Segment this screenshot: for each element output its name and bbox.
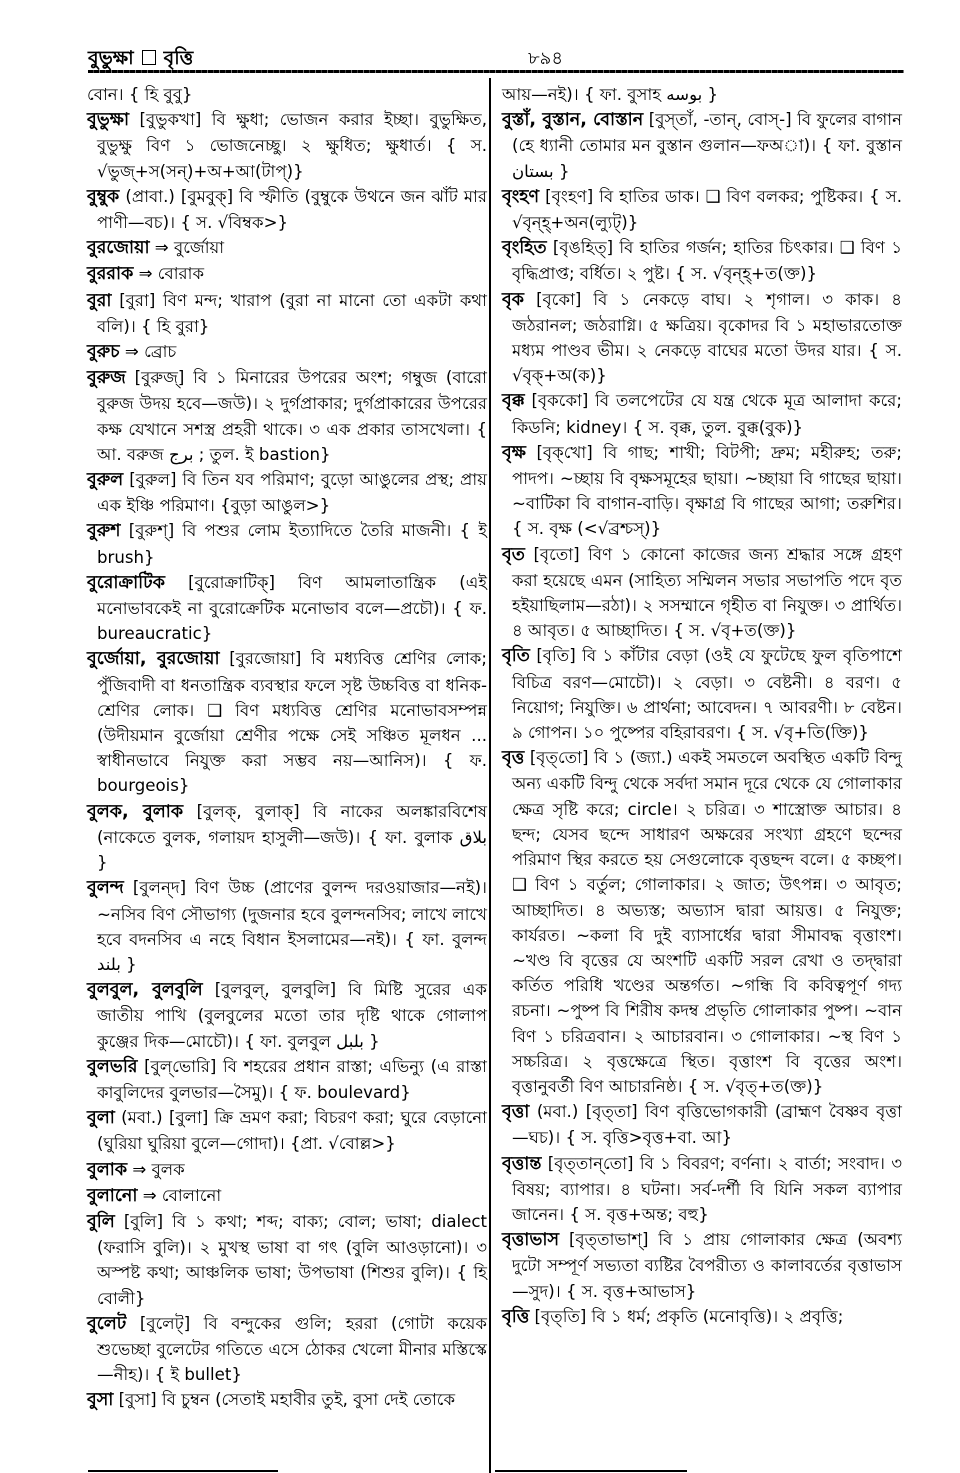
dictionary-entry: [87, 365, 487, 467]
entry-headword: বৃংহিত: [502, 238, 547, 259]
dictionary-entry: [502, 643, 902, 745]
entry-definition: [বুস্‌তাঁ, -তান্‌, বোস্‌-] বি ফুলের বাগান (হে ধ্যানী তোমার মন বুস্তান গুলান—ফঅা)। { ফা. বুস্তান بستان }: [512, 110, 903, 181]
dictionary-entry: [87, 1311, 487, 1388]
entry-headword: বুস্তাঁ, বুস্তান, বোস্তান: [502, 110, 644, 131]
entry-headword: বুরুচ: [87, 342, 120, 363]
entry-definition: [বুলন্‌দ] বিণ উচ্চ (প্রাণের বুলন্দ দরওয়াজার—নই)। ~নসিব বিণ সৌভাগ্য (দুজনার হবে বুলন্দনসিব; লাখে লাখে হবে বদনসিব এ নহে বিধান ইসলামের—নই)। { ফা. বুলন্দ بلند }: [97, 878, 487, 974]
bottom-rule-left: [88, 1470, 278, 1472]
entry-definition: [বৃত্‌তো] বি ১ (জ্যা.) একই সমতলে অবস্থিত একটি বিন্দু অন্য একটি বিন্দু থেকে সর্বদা সমান দূরে থেকে যে গোলাকার ক্ষেত্র সৃষ্টি করে; circle। ২ চরিত্র। ৩ শাস্ত্রোক্ত আচার। ৪ ছন্দ; যেসব ছন্দে সাধারণ অক্ষরের সংখ্যা গ্রহণে ছন্দের পরিমাণ স্থির করতে হয় সেগুলোকে বৃত্তছন্দ বলে। ৫ কচ্ছপ। ❑ বিণ ১ বর্তুল; গোলাকার। ২ জাত; উৎপন্ন। ৩ আবৃত; আচ্ছাদিত। ৪ অভ্যস্ত; অভ্যাস দ্বারা আয়ত্ত। ৫ নিযুক্ত; কার্যরত। ~কলা বি দুই ব্যাসার্ধের দ্বারা সীমাবদ্ধ বৃত্তাংশ। ~খণ্ড বি বৃত্তের যে অংশটি একটি সরল রেখা ও তদ্দ্বারা কর্তিত পরিধি খণ্ডের অন্তর্গত। ~গন্ধি বি কবিত্বপূর্ণ গদ্য রচনা। ~পুষ্প বি শিরীষ কদম্ব প্রভৃতি গোলাকার পুষ্প। ~বান বিণ ১ চরিত্রবান। ২ আচারবান। ৩ গোলাকার। ~স্থ বিণ ১ সচ্চরিত্র। ২ বৃত্তক্ষেত্রে স্থিত। বৃত্তাংশ বি বৃত্তের অংশ। বৃত্তানুবর্তী বিণ আচারনিষ্ঠ। { স. √বৃত্‌+ত(ক্ত)}: [512, 748, 902, 1096]
entry-headword: বুরুল: [87, 470, 124, 491]
entry-definition: [বুরা] বিণ মন্দ; খারাপ (বুরা না মানো তো একটা কথা বলি)। { হি বুরা}: [97, 290, 487, 336]
entry-definition: (মবা.) [বুলা] ক্রি ভ্রমণ করা; বিচরণ করা; ঘুরে বেড়ানো (ঘুরিয়া ঘুরিয়া বুলে—গোদা)। {প্রা. √বোল্ল>}: [97, 1108, 487, 1154]
dictionary-entry: [502, 184, 902, 235]
entry-definition: [বৃত্‌তি] বি ১ ধর্ম; প্রকৃতি (মনোবৃত্তি)। ২ প্রবৃত্তি;: [534, 1306, 844, 1326]
column-divider: [489, 78, 491, 1473]
guide-word-first: বুভুক্ষা: [88, 47, 134, 69]
dictionary-entry: [87, 977, 487, 1054]
entry-headword: বুররাক: [87, 264, 134, 285]
entry-definition: [বুরজোয়া] বি মধ্যবিত্ত শ্রেণির লোক; পুঁজিবাদী বা ধনতান্ত্রিক ব্যবস্থার ফলে সৃষ্ট উচ্চবিত্ত বা ধনিক-শ্রেণির লোক। ❑ বিণ মধ্যবিত্ত শ্রেণির মনোভাবসম্পন্ন (উদীয়মান বুর্জোয়া শ্রেণীর পক্ষে সেই সঞ্চিত মূলধন ... স্বাধীনভাবে নিযুক্ত করা সম্ভব নয়—আনিস)। { ফ. bourgeois}: [97, 649, 488, 796]
entry-headword: বুলভরি: [87, 1056, 138, 1077]
entry-definition: [বুলবুল্‌, বুলবুলি] বি মিষ্টি সুরের এক জাতীয় পাখি (বুলবুলের মতো তার দৃষ্টি থাকে গোলাপ কুঞ্জের দিক—মোচৌ)। { ফা. বুলবুল بلبل }: [97, 980, 488, 1051]
entry-headword: বুর্জোয়া, বুরজোয়া: [87, 649, 220, 670]
entry-definition: [বৃত্‌তাভাশ্‌] বি ১ প্রায় গোলাকার ক্ষেত্র (অবশ্য দুটো সম্পূর্ণ সভ্যতা ব্যষ্টির বৈপরীত্য ও কালাবর্তের বৃত্তাভাস—সুদ)। { স. বৃত্ত+আভাস}: [512, 1230, 902, 1301]
separator-box-icon: [142, 50, 156, 65]
entry-headword: বুরা: [87, 290, 112, 311]
entry-definition: [বৃত্‌তান্‌তো] বি ১ বিবরণ; বর্ণনা। ২ বার্তা; সংবাদ। ৩ বিষয়; ব্যাপার। ৪ ঘটনা। সর্ব-দর্শী বি যিনি সকল ব্যাপার জানেন। { স. বৃত্ত+অন্ত; বহু}: [512, 1153, 902, 1224]
entry-headword: বৃত: [502, 544, 525, 565]
entry-definition: [বুসা] বি চুম্বন (সেতাই মহাবীর তুই, বুসা দেই তোকে: [118, 1390, 456, 1410]
dictionary-entry: [87, 1105, 487, 1156]
entry-definition: ⇒ বোলানো: [142, 1185, 222, 1205]
dictionary-entry: [502, 542, 902, 644]
bottom-rule-right: [495, 1470, 687, 1472]
entry-definition: ⇒ বোরাক: [138, 264, 205, 284]
left-column: [87, 82, 487, 1414]
dictionary-entry: [87, 235, 487, 261]
header-rule: [88, 70, 904, 73]
dictionary-entry: [502, 82, 902, 107]
entry-definition: ⇒ বুর্জোয়া: [154, 238, 225, 258]
entry-definition: [বুলক্‌, বুলাক্‌] বি নাকের অলঙ্কারবিশেষ (নাকেতে বুলক, গলায়দ হাসুলী—জউ)। { ফা. বুলাক بلاق }: [97, 801, 487, 873]
dictionary-entry: [502, 388, 902, 439]
entry-definition: ⇒ বুলক: [132, 1159, 185, 1179]
entry-headword: বৃতি: [502, 646, 530, 667]
entry-headword: বৃত্তাভাস: [502, 1230, 560, 1251]
dictionary-entry: [502, 235, 902, 286]
dictionary-entry: [87, 1157, 487, 1183]
entry-headword: বৃক্ষ: [502, 442, 526, 463]
entry-headword: বুলি: [87, 1211, 115, 1232]
dictionary-entry: [87, 518, 487, 569]
entry-definition: [বৃতো] বিণ ১ কোনো কাজের জন্য শ্রদ্ধার সঙ্গে গ্রহণ করা হয়েছে এমন (সাহিত্য সম্মিলন সভার সভাপতি পদে বৃত হইয়াছিলাম—রঠা)। ২ সসম্মানে গৃহীত বা নিযুক্ত। ৩ প্রার্থিত। ৪ আবৃত। ৫ আচ্ছাদিত। { স. √বৃ+ত(ক্ত)}: [512, 544, 903, 641]
entry-headword: বুলাক: [87, 1159, 128, 1180]
entry-headword: বৃক: [502, 289, 524, 310]
entry-headword: বুভুক্ষা: [87, 110, 130, 131]
entry-definition: আয়—নই)। { ফা. বুসাহ بوسه }: [502, 85, 719, 104]
dictionary-entry: [87, 646, 487, 798]
dictionary-entry: [87, 1183, 487, 1209]
entry-headword: বুরুজ: [87, 368, 126, 389]
entry-headword: বুরজোয়া: [87, 238, 150, 259]
dictionary-entry: [87, 875, 487, 977]
entry-definition: [বুলেট্‌] বি বন্দুকের গুলি; হররা (গোটা কয়েক শুভেচ্ছা বুলেটের গতিতে এসে ঠোকর খেলো মীনার মস্তিস্কে—নীহ)। { ই bullet}: [97, 1313, 488, 1385]
entry-headword: বুলা: [87, 1108, 115, 1129]
dictionary-entry: [87, 799, 487, 876]
dictionary-entry: [502, 107, 902, 184]
right-column: [502, 82, 902, 1330]
entry-headword: বৃত্ত: [502, 748, 525, 769]
entry-definition: [বুভুকখা] বি ক্ষুধা; ভোজন করার ইচ্ছা। বুভুক্ষিত, বুভুক্ষু বিণ ১ ভোজনেচ্ছু। ২ ক্ষুধিত; ক্ষুধার্ত। { স. √ভুজ্‌+স(সন্‌)+অ+আ(টাপ্‌)}: [97, 110, 487, 181]
entry-headword: বুরোক্রাটিক: [87, 572, 165, 593]
entry-definition: ⇒ ব্রোচ: [124, 342, 177, 362]
dictionary-entry: [87, 1054, 487, 1105]
dictionary-entry: [87, 184, 487, 235]
entry-definition: [বৃকো] বি ১ নেকড়ে বাঘ। ২ শৃগাল। ৩ কাক। ৪ জঠরানল; জঠরাগ্নি। ৫ ক্ষত্রিয়। বৃকোদর বি ১ মহাভারতোক্ত মধ্যম পাণ্ডব ভীম। ২ নেকড়ে বাঘের মতো উদর যার। { স. √বৃক্‌+অ(ক)}: [512, 289, 902, 386]
entry-headword: বুলানো: [87, 1185, 138, 1206]
dictionary-entry: [502, 745, 902, 1099]
entry-definition: [বৃককো] বি তলপেটের যে যন্ত্র থেকে মূত্র আলাদা করে; কিডনি; kidney। { স. বৃক্ক, তুল. বুক্ক(বুক)}: [512, 391, 902, 437]
entry-definition: [বুলি] বি ১ কথা; শব্দ; বাক্য; বোল; ভাষা; dialect (ফরাসি বুলি)। ২ মুখস্থ ভাষা বা গৎ (বুলি আওড়ানো)। ৩ অস্পষ্ট কথা; আঞ্চলিক ভাষা; উপভাষা (শিশুর বুলি)। { হি বোলী}: [97, 1211, 487, 1308]
entry-definition: [বুরুশ্‌] বি পশুর লোম ইত্যাদিতে তৈরি মাজনী। { ই brush}: [97, 521, 487, 567]
dictionary-entry: [87, 570, 487, 647]
dictionary-entry: [502, 1304, 902, 1330]
dictionary-entry: [502, 1227, 902, 1304]
entry-definition: [বুরোক্রাটিক্‌] বিণ আমলাতান্ত্রিক (এই মনোভাবকেই না বুরোক্রেটিক মনোভাব বলে—প্রচৌ)। { ফ. bureaucratic}: [97, 572, 487, 644]
entry-headword: বৃত্তি: [502, 1306, 530, 1327]
dictionary-entry: [87, 467, 487, 518]
entry-definition: [বুল্‌ভোরি] বি শহরের প্রধান রাস্তা; এভিন্যু (এ রাস্তা কাবুলিদের বুলভার—সৈমু)। { ফ. boulevard}: [97, 1056, 487, 1102]
dictionary-entry: [87, 288, 487, 339]
entry-definition: [বৃতি] বি ১ কাঁটার বেড়া (ওই যে ফুটেছে ফুল বৃতিপাশে বিচিত্র বরণ—মোচৌ)। ২ বেড়া। ৩ বেষ্টনী। ৪ বরণ। ৫ নিয়োগ; নিযুক্তি। ৬ প্রার্থনা; আবেদন। ৭ আবরণী। ৮ বেষ্টন। ৯ গোপন। ১০ পুষ্পের বহিরাবরণ। { স. √বৃ+তি(ক্তি)}: [512, 646, 902, 743]
entry-headword: বুরুশ: [87, 521, 121, 542]
entry-headword: বৃত্তান্ত: [502, 1153, 542, 1174]
entry-headword: বৃংহণ: [502, 186, 540, 207]
entry-definition: [বুরুজ্‌] বি ১ মিনারের উপরের অংশ; গম্বুজ (বারো বুরুজ উদয় হবে—জউ)। ২ দুর্গপ্রাকার; দুর্গপ্রাকারের উপরের কক্ষ যেখানে সশস্ত্র প্রহরী থাকে। ৩ এক প্রকার তাসখেলা। { আ. বরুজ برج ; তুল. ই bastion}: [97, 368, 487, 464]
dictionary-entry: [87, 1209, 487, 1311]
dictionary-entry: [502, 1151, 902, 1228]
dictionary-entry: [502, 287, 902, 389]
page-header: [88, 44, 904, 69]
entry-definition: [বৃঙহিত্‌] বি হাতির গর্জন; হাতির চিৎকার। ❑ বিণ ১ বৃদ্ধিপ্রাপ্ত; বর্ধিত। ২ পুষ্ট। { স. √বৃন্‌হ্‌+ত(ক্ত)}: [512, 238, 902, 284]
entry-headword: বুলেট: [87, 1313, 127, 1334]
entry-headword: বুলন্দ: [87, 878, 124, 899]
entry-headword: বুলবুল, বুলবুলি: [87, 980, 203, 1001]
dictionary-entry: [502, 440, 902, 542]
dictionary-entry: [502, 1099, 902, 1150]
entry-definition: বোন। { হি বুবু}: [87, 85, 193, 104]
entry-headword: বুম্বুক: [87, 186, 120, 207]
dictionary-entry: [87, 107, 487, 184]
dictionary-entry: [87, 339, 487, 365]
guide-word-last: বৃত্তি: [163, 47, 194, 69]
entry-headword: বুসা: [87, 1390, 114, 1411]
entry-headword: বৃত্তা: [502, 1102, 530, 1123]
dictionary-entry: [87, 261, 487, 287]
entry-headword: বৃক্ক: [502, 391, 525, 412]
page-number: ৮৯৪: [528, 48, 564, 69]
entry-headword: বুলক, বুলাক: [87, 801, 184, 822]
entry-definition: (মবা.) [বৃত্‌তা] বিণ বৃত্তিভোগকারী (ব্রাহ্মণ বৈষ্ণব বৃত্তা—ঘচ)। { স. বৃত্তি>বৃত্ত+বা. আ}: [512, 1102, 902, 1148]
entry-definition: [বৃক্‌খো] বি গাছ; শাখী; বিটপী; দ্রুম; মহীরুহ; তরু; পাদপ। ~চ্ছায় বি বৃক্ষসমূহের ছায়া। ~চ্ছায়া বি গাছের ছায়া। ~বাটিকা বি বাগান-বাড়ি। বৃক্ষাগ্র বি গাছের আগা; তরুশির। { স. বৃক্ষ (<√ব্রশ্চস্‌)}: [512, 442, 902, 539]
entry-definition: (প্রাবা.) [বুমবুক্‌] বি স্ফীতি (বুম্বুকে উথনে জন ঝাঁট মার পাণী—বচ)। { স. √বিম্বক>}: [97, 186, 487, 233]
dictionary-entry: [87, 1387, 487, 1413]
dictionary-entry: [87, 82, 487, 107]
entry-definition: [বৃংহণ] বি হাতির ডাক। ❑ বিণ বলকর; পুষ্টিকর। { স. √বৃন্‌হ্‌+অন(ল্যুট্‌)}: [512, 186, 903, 233]
entry-definition: [বুরুল] বি তিন যব পরিমাণ; বুড়ো আঙুলের প্রস্থ; প্রায় এক ইঞ্চি পরিমাণ। {বুড়া আঙুল>}: [97, 470, 487, 516]
